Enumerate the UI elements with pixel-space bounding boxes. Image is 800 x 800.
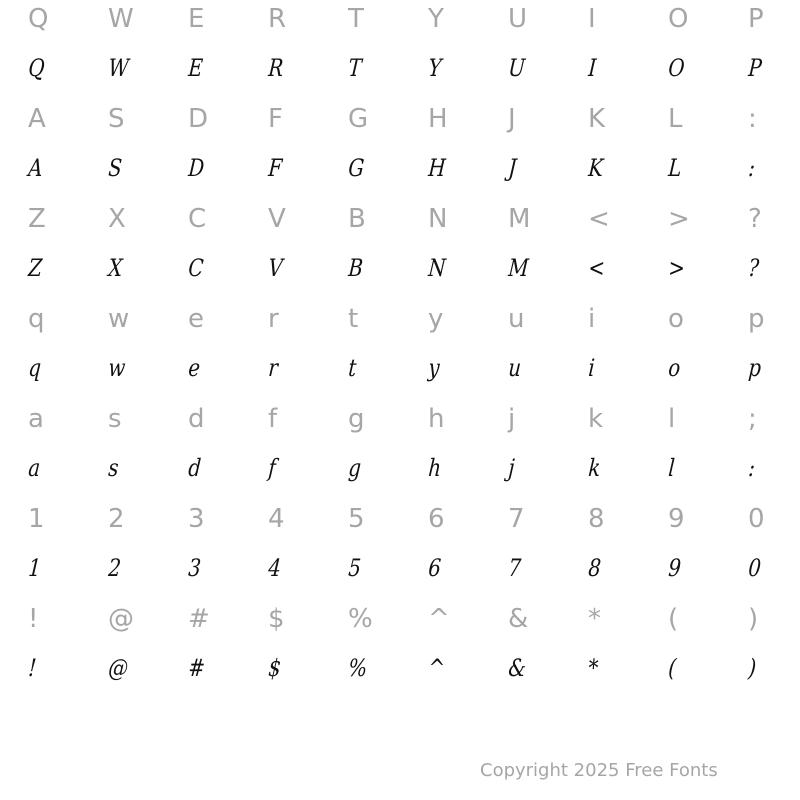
sample-glyph: 2 xyxy=(107,554,122,582)
sample-glyph: H xyxy=(427,154,447,182)
sample-glyph: y xyxy=(427,354,441,382)
reference-glyph: W xyxy=(108,4,134,34)
sample-glyph: & xyxy=(507,654,527,682)
reference-glyph: R xyxy=(268,4,287,34)
sample-row xyxy=(0,450,800,500)
reference-glyph: 9 xyxy=(668,504,685,534)
reference-row xyxy=(0,0,800,50)
reference-glyph: M xyxy=(508,204,531,234)
sample-row xyxy=(0,50,800,100)
sample-glyph: M xyxy=(507,254,530,282)
reference-glyph: ? xyxy=(748,204,762,234)
sample-glyph: W xyxy=(107,54,130,82)
reference-glyph: y xyxy=(428,304,444,334)
sample-glyph: : xyxy=(747,154,757,182)
sample-glyph: Z xyxy=(27,254,44,282)
reference-glyph: ( xyxy=(668,604,679,634)
sample-glyph: i xyxy=(587,354,596,382)
reference-glyph: L xyxy=(668,104,683,134)
reference-glyph: P xyxy=(748,4,764,34)
reference-glyph: ; xyxy=(748,404,757,434)
sample-glyph: l xyxy=(667,454,676,482)
sample-glyph: t xyxy=(347,354,358,382)
sample-glyph: h xyxy=(427,454,443,482)
reference-glyph: @ xyxy=(108,604,134,634)
reference-glyph: & xyxy=(508,604,529,634)
reference-glyph: d xyxy=(188,404,205,434)
sample-glyph: w xyxy=(107,354,127,382)
reference-glyph: J xyxy=(508,104,516,134)
sample-glyph: A xyxy=(27,154,44,182)
copyright-text: Copyright 2025 Free Fonts xyxy=(480,760,718,781)
sample-glyph: p xyxy=(747,354,763,382)
sample-glyph: I xyxy=(587,54,598,82)
sample-glyph: D xyxy=(187,154,206,182)
reference-row xyxy=(0,200,800,250)
reference-row xyxy=(0,600,800,650)
sample-glyph: G xyxy=(347,154,366,182)
reference-glyph: f xyxy=(268,404,278,434)
sample-glyph: L xyxy=(667,154,683,182)
sample-glyph: Q xyxy=(27,54,46,82)
reference-glyph: Z xyxy=(28,204,46,234)
sample-glyph: 1 xyxy=(27,554,42,582)
sample-glyph: a xyxy=(27,454,42,482)
sample-glyph: ) xyxy=(747,654,758,682)
sample-glyph: ( xyxy=(667,654,678,682)
reference-row xyxy=(0,400,800,450)
sample-glyph: q xyxy=(27,354,43,382)
reference-glyph: C xyxy=(188,204,207,234)
sample-glyph: ^ xyxy=(427,654,446,682)
reference-glyph: T xyxy=(348,4,364,34)
reference-glyph: $ xyxy=(268,604,285,634)
sample-glyph: r xyxy=(267,354,279,382)
sample-glyph: S xyxy=(107,154,123,182)
sample-glyph: 0 xyxy=(747,554,762,582)
sample-glyph: E xyxy=(187,54,204,82)
reference-glyph: I xyxy=(588,4,596,34)
reference-glyph: V xyxy=(268,204,286,234)
sample-glyph: g xyxy=(347,454,363,482)
reference-glyph: 3 xyxy=(188,504,205,534)
reference-glyph: B xyxy=(348,204,366,234)
sample-glyph: U xyxy=(507,54,527,82)
sample-glyph: @ xyxy=(107,654,130,682)
reference-glyph: h xyxy=(428,404,445,434)
sample-glyph: T xyxy=(347,54,363,82)
reference-glyph: q xyxy=(28,304,45,334)
sample-glyph: O xyxy=(667,54,686,82)
sample-glyph: $ xyxy=(267,654,282,682)
reference-glyph: s xyxy=(108,404,122,434)
sample-glyph: 3 xyxy=(187,554,202,582)
sample-glyph: 4 xyxy=(267,554,282,582)
sample-glyph: f xyxy=(267,454,277,482)
sample-glyph: o xyxy=(667,354,682,382)
reference-glyph: ^ xyxy=(428,604,450,634)
reference-glyph: p xyxy=(748,304,765,334)
reference-glyph: H xyxy=(428,104,448,134)
sample-row xyxy=(0,650,800,700)
reference-glyph: 1 xyxy=(28,504,45,534)
reference-glyph: < xyxy=(588,204,610,234)
reference-glyph: w xyxy=(108,304,130,334)
reference-glyph: e xyxy=(188,304,204,334)
reference-glyph: Q xyxy=(28,4,49,34)
sample-glyph: K xyxy=(587,154,605,182)
reference-glyph: 6 xyxy=(428,504,445,534)
reference-glyph: F xyxy=(268,104,283,134)
reference-glyph: l xyxy=(668,404,676,434)
reference-glyph: o xyxy=(668,304,684,334)
sample-glyph: 5 xyxy=(347,554,362,582)
sample-glyph: C xyxy=(187,254,205,282)
sample-glyph: ! xyxy=(27,654,38,682)
sample-glyph: 8 xyxy=(587,554,602,582)
reference-glyph: j xyxy=(508,404,516,434)
reference-glyph: u xyxy=(508,304,525,334)
sample-glyph: 6 xyxy=(427,554,442,582)
sample-glyph: R xyxy=(267,54,285,82)
reference-glyph: i xyxy=(588,304,596,334)
reference-glyph: * xyxy=(588,604,601,634)
sample-glyph: < xyxy=(587,254,606,282)
reference-glyph: X xyxy=(108,204,126,234)
sample-glyph: 7 xyxy=(507,554,522,582)
reference-glyph: : xyxy=(748,104,757,134)
sample-glyph: 9 xyxy=(667,554,682,582)
sample-glyph: # xyxy=(187,654,206,682)
sample-row xyxy=(0,550,800,600)
reference-glyph: # xyxy=(188,604,210,634)
sample-glyph: J xyxy=(507,154,518,182)
sample-glyph: B xyxy=(347,254,364,282)
reference-glyph: ) xyxy=(748,604,759,634)
sample-glyph: e xyxy=(187,354,202,382)
reference-glyph: 2 xyxy=(108,504,125,534)
reference-row xyxy=(0,500,800,550)
sample-glyph: : xyxy=(747,454,757,482)
reference-glyph: U xyxy=(508,4,528,34)
sample-glyph: P xyxy=(747,54,763,82)
reference-glyph: ! xyxy=(28,604,39,634)
reference-glyph: r xyxy=(268,304,279,334)
reference-glyph: k xyxy=(588,404,604,434)
reference-glyph: a xyxy=(28,404,44,434)
sample-glyph: * xyxy=(587,654,600,682)
sample-glyph: X xyxy=(107,254,124,282)
reference-glyph: % xyxy=(348,604,373,634)
sample-glyph: s xyxy=(107,454,120,482)
reference-glyph: 0 xyxy=(748,504,765,534)
sample-glyph: u xyxy=(507,354,523,382)
sample-row xyxy=(0,150,800,200)
reference-glyph: G xyxy=(348,104,369,134)
sample-row xyxy=(0,350,800,400)
sample-glyph: > xyxy=(667,254,686,282)
reference-row xyxy=(0,300,800,350)
sample-glyph: ? xyxy=(747,254,761,282)
reference-glyph: O xyxy=(668,4,689,34)
reference-glyph: 4 xyxy=(268,504,285,534)
sample-glyph: V xyxy=(267,254,284,282)
reference-glyph: D xyxy=(188,104,209,134)
reference-glyph: > xyxy=(668,204,690,234)
sample-glyph: % xyxy=(347,654,369,682)
reference-glyph: S xyxy=(108,104,125,134)
reference-glyph: Y xyxy=(428,4,444,34)
sample-glyph: k xyxy=(587,454,602,482)
reference-glyph: 7 xyxy=(508,504,525,534)
reference-glyph: K xyxy=(588,104,606,134)
reference-glyph: t xyxy=(348,304,359,334)
sample-glyph: j xyxy=(507,454,516,482)
sample-glyph: Y xyxy=(427,54,443,82)
reference-row xyxy=(0,100,800,150)
reference-glyph: g xyxy=(348,404,365,434)
reference-glyph: 8 xyxy=(588,504,605,534)
reference-glyph: N xyxy=(428,204,448,234)
sample-glyph: F xyxy=(267,154,284,182)
reference-glyph: A xyxy=(28,104,46,134)
sample-glyph: N xyxy=(427,254,447,282)
reference-glyph: 5 xyxy=(348,504,365,534)
sample-glyph: d xyxy=(187,454,203,482)
reference-glyph: E xyxy=(188,4,205,34)
sample-row xyxy=(0,250,800,300)
